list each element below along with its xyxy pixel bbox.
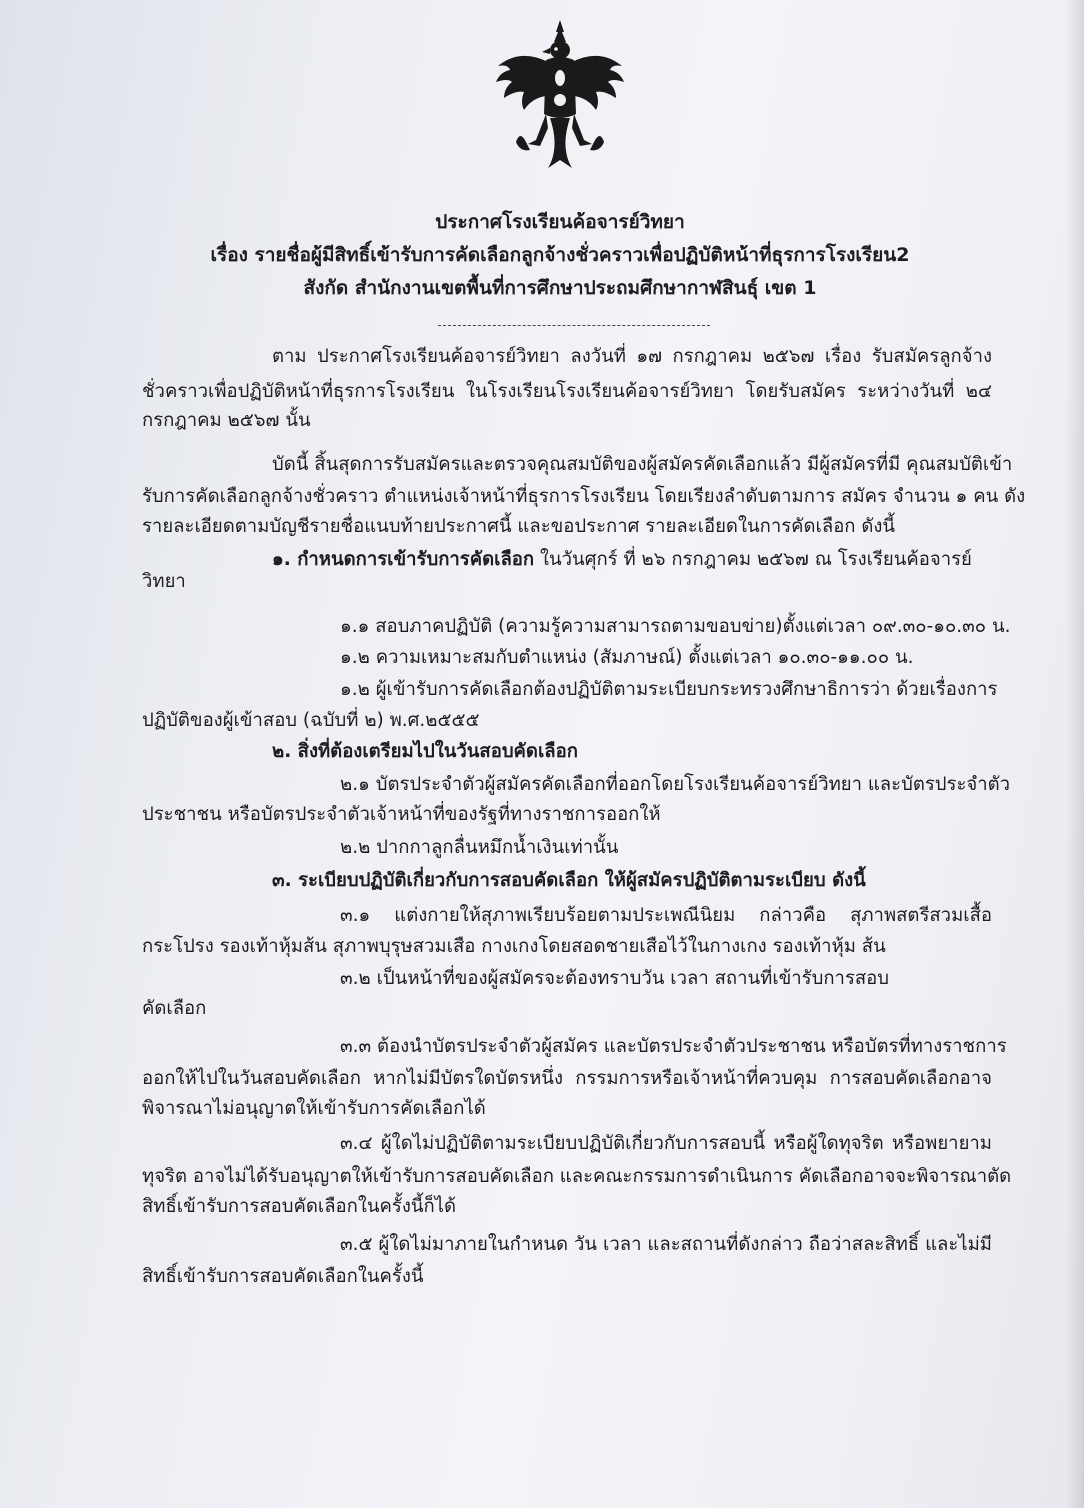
section3-item-3b: ออกให้ไปในวันสอบคัดเลือก หากไม่มีบัตรใดบัตรหนึ่ง กรรมการหรือเจ้าหน้าที่ควบคุม การสอบคัดเลือกอาจ	[142, 1068, 992, 1089]
section2-heading: ๒. สิ่งที่ต้องเตรียมไปในวันสอบคัดเลือก	[272, 741, 578, 762]
announcement-affiliation: สังกัด สำนักงานเขตพื้นที่การศึกษาประถมศึกษากาฬสินธุ์ เขต 1	[303, 277, 817, 299]
intro-line-3: กรกฎาคม ๒๕๖๗ นั้น	[142, 410, 311, 431]
section3-item-5a: ๓.๕ ผู้ใดไม่มาภายในกำหนด วัน เวลา และสถานที่ดังกล่าว ถือว่าสละสิทธิ์ และไม่มี	[340, 1234, 992, 1255]
section3-item-1b: กระโปรง รองเท้าหุ้มส้น สุภาพบุรุษสวมเสือ กางเกงโดยสอดชายเสือไว้ในกางเกง รองเท้าหุ้ม ส้น	[142, 936, 886, 957]
intro-line-2: ชั่วคราวเพื่อปฏิบัติหน้าที่ธุรการโรงเรียน ในโรงเรียนโรงเรียนค้อจารย์วิทยา โดยรับสมัคร ระหว่างวันที่ ๒๔	[142, 381, 992, 402]
section2-item-1a: ๒.๑ บัตรประจำตัวผู้สมัครคัดเลือกที่ออกโดยโรงเรียนค้อจารย์วิทยา และบัตรประจำตัว	[340, 774, 1011, 795]
announce-line-1: บัดนี้ สิ้นสุดการรับสมัครและตรวจคุณสมบัติของผู้สมัครคัดเลือกแล้ว มีผู้สมัครที่มี คุณสมบัติเข้า	[272, 454, 1013, 475]
page-edge-shadow	[1066, 0, 1084, 1508]
section1-heading: ๑. กำหนดการเข้ารับการคัดเลือก	[272, 549, 535, 570]
section1-heading-line	[272, 545, 972, 575]
section3-item-2b: คัดเลือก	[142, 998, 207, 1019]
section2-item-2: ๒.๒ ปากกาลูกลื่นหมึกน้ำเงินเท่านั้น	[340, 837, 619, 858]
announcement-title: ประกาศโรงเรียนค้อจารย์วิทยา	[435, 211, 685, 233]
section1-item-3a: ๑.๒ ผู้เข้ารับการคัดเลือกต้องปฏิบัติตามระเบียบกระทรวงศึกษาธิการว่า ด้วยเรื่องการ	[340, 679, 998, 700]
section3-item-4b: ทุจริต อาจไม่ได้รับอนุญาตให้เข้ารับการสอบคัดเลือก และคณะกรรมการดำเนินการ คัดเลือกอาจจะพิจารณาตัด	[142, 1166, 1012, 1187]
section3-item-4a: ๓.๔ ผู้ใดไม่ปฏิบัติตามระเบียบปฏิบัติเกี่ยวกับการสอบนี้ หรือผู้ใดทุจริต หรือพยายาม	[340, 1133, 992, 1154]
section3-item-3a: ๓.๓ ต้องนำบัตรประจำตัวผู้สมัคร และบัตรประจำตัวประชาชน หรือบัตรที่ทางราชการ	[340, 1036, 1007, 1057]
announcement-subject: เรื่อง รายชื่อผู้มีสิทธิ์เข้ารับการคัดเลือกลูกจ้างชั่วคราวเพื่อปฏิบัติหน้าที่ธุรการโรงเรียน2	[210, 244, 910, 266]
section1-heading-rest: ในวันศุกร์ ที่ ๒๖ กรกฎาคม ๒๕๖๗ ณ โรงเรียนค้อจารย์	[534, 549, 972, 570]
section3-item-4c: สิทธิ์เข้ารับการสอบคัดเลือกในครั้งนี้ก็ได้	[142, 1196, 457, 1217]
section1-heading-cont: วิทยา	[142, 571, 186, 592]
section2-item-1b: ประชาชน หรือบัตรประจำตัวเจ้าหน้าที่ของรัฐที่ทางราชการออกให้	[142, 804, 661, 825]
title-divider	[438, 325, 710, 326]
section1-item-3b: ปฏิบัติของผู้เข้าสอบ (ฉบับที่ ๒) พ.ศ.๒๕๕๕	[142, 710, 480, 731]
section3-heading: ๓. ระเบียบปฏิบัติเกี่ยวกับการสอบคัดเลือก ให้ผู้สมัครปฏิบัติตามระเบียบ ดังนี้	[272, 870, 866, 891]
section1-item-2: ๑.๒ ความเหมาะสมกับตำแหน่ง (สัมภาษณ์) ตั้งแต่เวลา ๑๐.๓๐-๑๑.๐๐ น.	[340, 647, 914, 668]
section3-item-2a: ๓.๒ เป็นหน้าที่ของผู้สมัครจะต้องทราบวัน เวลา สถานที่เข้ารับการสอบ	[340, 968, 890, 989]
announce-line-3: รายละเอียดตามบัญชีรายชื่อแนบท้ายประกาศนี้ และขอประกาศ รายละเอียดในการคัดเลือก ดังนี้	[142, 516, 896, 537]
intro-line-1: ตาม ประกาศโรงเรียนค้อจารย์วิทยา ลงวันที่ ๑๗ กรกฎาคม ๒๕๖๗ เรื่อง รับสมัครลูกจ้าง	[272, 346, 992, 367]
garuda-emblem-icon	[490, 18, 630, 178]
section3-item-3c: พิจารณาไม่อนุญาตให้เข้ารับการคัดเลือกได้	[142, 1098, 486, 1119]
section3-item-5b: สิทธิ์เข้ารับการสอบคัดเลือกในครั้งนี้	[142, 1266, 424, 1287]
announce-line-2: รับการคัดเลือกลูกจ้างชั่วคราว ตำแหน่งเจ้าหน้าที่ธุรการโรงเรียน โดยเรียงลำดับตามการ สมัคร จำนวน ๑ คน ดัง	[142, 486, 1026, 507]
section1-item-1: ๑.๑ สอบภาคปฏิบัติ (ความรู้ความสามารถตามขอบข่าย)ตั้งแต่เวลา ๐๙.๓๐-๑๐.๓๐ น.	[340, 616, 1011, 637]
section3-item-1a: ๓.๑ แต่งกายให้สุภาพเรียบร้อยตามประเพณีนิยม กล่าวคือ สุภาพสตรีสวมเสื้อ	[340, 905, 992, 926]
